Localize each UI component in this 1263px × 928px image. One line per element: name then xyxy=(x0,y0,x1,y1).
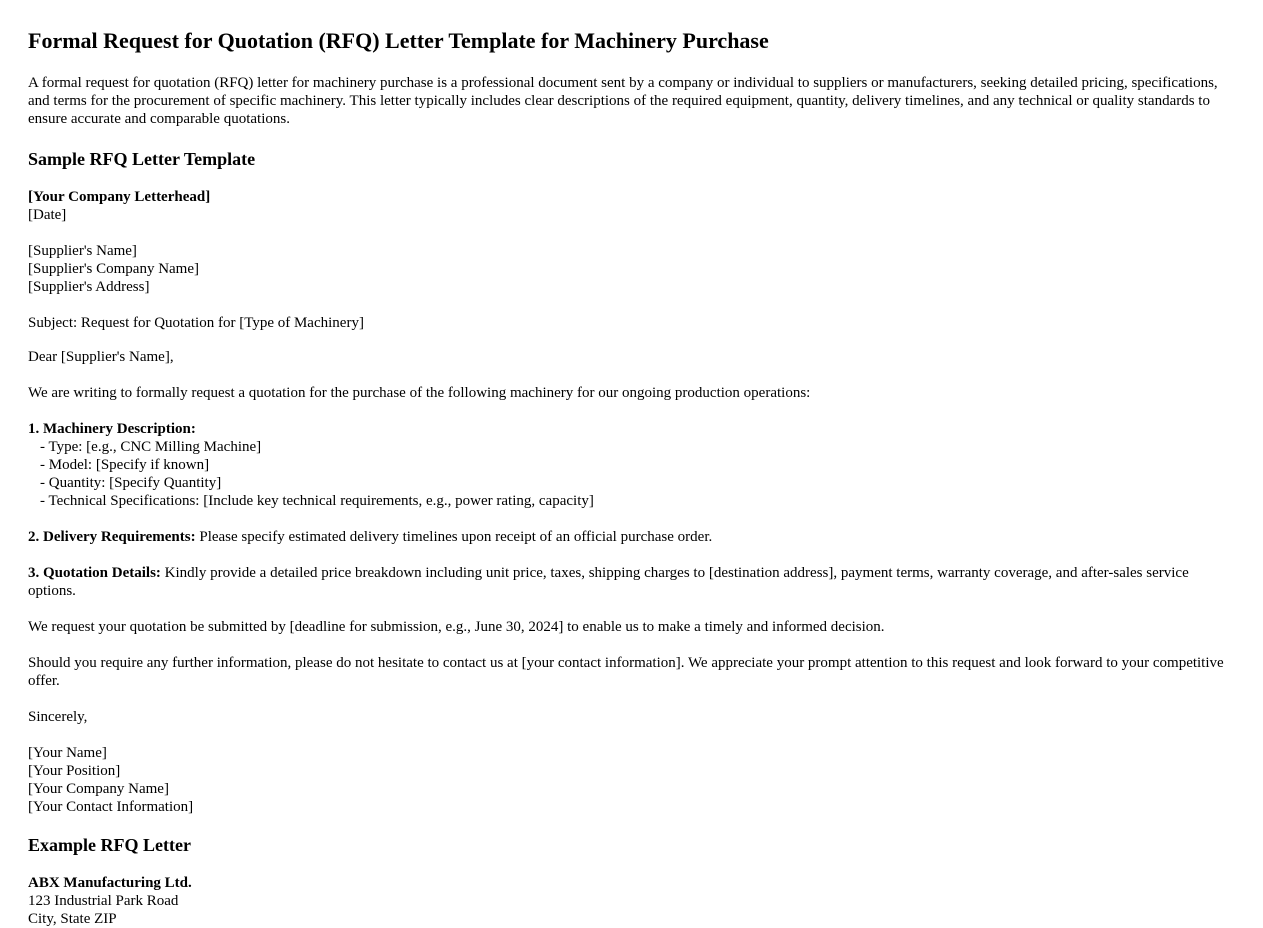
page-title: Formal Request for Quotation (RFQ) Letter Template for Machinery Purchase xyxy=(28,28,769,53)
supplier-address-block xyxy=(28,242,1235,296)
opening-paragraph: We are writing to formally request a quotation for the purchase of the following machinery for our ongoing production operations: xyxy=(28,385,811,401)
example-address-block xyxy=(28,874,1235,928)
item-quotation-details xyxy=(28,564,1235,600)
salutation: Dear [Supplier's Name], xyxy=(28,349,174,365)
example-address-line1: 123 Industrial Park Road xyxy=(28,893,179,909)
deadline-paragraph: We request your quotation be submitted by [deadline for submission, e.g., June 30, 2024] to enable us to make a timely and informed decision. xyxy=(28,619,885,635)
sample-heading: Sample RFQ Letter Template xyxy=(28,149,256,169)
example-company: ABX Manufacturing Ltd. xyxy=(28,875,192,891)
signature-contact: [Your Contact Information] xyxy=(28,799,194,815)
item3-text: Kindly provide a detailed price breakdown including unit price, taxes, shipping charges to [destination address], payment terms, warranty coverage, and after-sales service options. xyxy=(28,565,1189,599)
item1-type: - Type: [e.g., CNC Milling Machine] xyxy=(40,439,262,455)
intro-paragraph: A formal request for quotation (RFQ) letter for machinery purchase is a professional document sent by a company or individual to suppliers or manufacturers, seeking detailed pricing, specifications, and terms for the procurement of specific machinery. This letter typically includes clear descriptions of the required equipment, quantity, delivery timelines, and any technical or quality standards to ensure accurate and comparable quotations. xyxy=(28,75,1218,127)
item1-specs: - Technical Specifications: [Include key technical requirements, e.g., power rating, capacity] xyxy=(40,493,594,509)
example-heading: Example RFQ Letter xyxy=(28,835,191,855)
letter-date: [Date] xyxy=(28,207,67,223)
item1-label: 1. Machinery Description: xyxy=(28,421,196,437)
item2-text: Please specify estimated delivery timelines upon receipt of an official purchase order. xyxy=(195,529,713,545)
signature-name: [Your Name] xyxy=(28,745,107,761)
signature-position: [Your Position] xyxy=(28,763,121,779)
signature-company: [Your Company Name] xyxy=(28,781,169,797)
signature-block xyxy=(28,744,1235,816)
supplier-name: [Supplier's Name] xyxy=(28,243,137,259)
item1-quantity: - Quantity: [Specify Quantity] xyxy=(40,475,222,491)
item-delivery-requirements xyxy=(28,528,1235,546)
item3-label: 3. Quotation Details: xyxy=(28,565,161,581)
subject-line: Subject: Request for Quotation for [Type of Machinery] xyxy=(28,315,364,331)
letterhead-block xyxy=(28,188,1235,224)
item1-model: - Model: [Specify if known] xyxy=(40,457,210,473)
example-address-line2: City, State ZIP xyxy=(28,911,117,927)
signoff: Sincerely, xyxy=(28,709,88,725)
supplier-company: [Supplier's Company Name] xyxy=(28,261,200,277)
letterhead: [Your Company Letterhead] xyxy=(28,189,211,205)
supplier-address: [Supplier's Address] xyxy=(28,279,150,295)
item-machinery-description xyxy=(28,420,1235,510)
item2-label: 2. Delivery Requirements: xyxy=(28,529,196,545)
closing-paragraph: Should you require any further information, please do not hesitate to contact us at [your contact information]. We appreciate your prompt attention to this request and look forward to your competitive offer. xyxy=(28,655,1224,689)
